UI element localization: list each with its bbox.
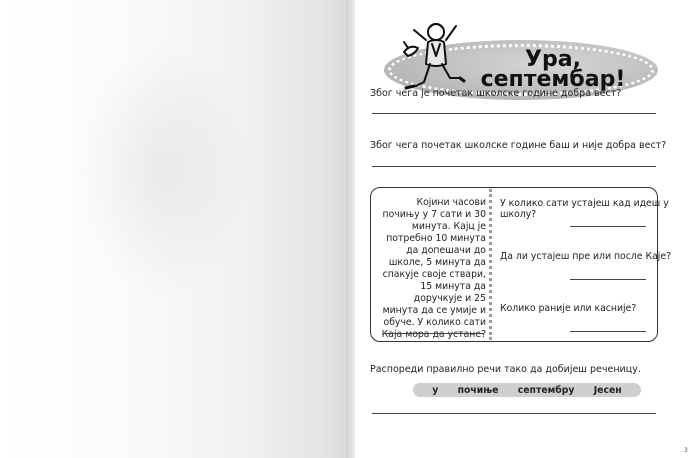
side-question-3: Колико раније или касније? [500,303,637,314]
page-title-line1: Ура, [525,47,581,72]
story-text: Којини часови почињу у 7 сати и 30 минута. Кајц је потребно 10 минута да допешачи до школе, 5 минута да спакује своје ствари, 15 минута да доручкује и 25 минута да се умије и обуче. У колико сати Каја мора да устане? [381,197,486,340]
question-1-answer-line[interactable] [372,113,656,114]
left-page-shadow [70,40,250,300]
question-2-answer-line[interactable] [372,166,656,167]
sentence-answer-line[interactable] [372,413,656,414]
sentence-task-prompt: Распореди правилно речи тако да добијеш реченицу. [370,364,641,375]
side-question-2-answer-line[interactable] [570,279,646,280]
word-chip[interactable]: у [432,384,439,396]
side-question-2: Да ли устајеш пре или после Каје? [500,251,672,262]
question-2-text: Због чега почетак школске године баш и није добра вест? [370,140,667,151]
side-question-3-answer-line[interactable] [570,331,646,332]
page-title [448,47,658,92]
page-number: 3 [684,447,688,454]
word-chip[interactable]: почиње [457,384,499,396]
side-question-1: У колико сати устајеш кад идеш у школу? [500,198,669,220]
story-answer-line[interactable] [386,333,484,334]
word-chip[interactable]: септембру [517,384,575,396]
word-strip [413,383,641,397]
question-1-text: Због чега је почетак школске године добра вест? [370,88,622,99]
word-chip[interactable]: Јесен [593,384,622,396]
page-title-line2: септембар! [480,67,626,92]
side-question-1-answer-line[interactable] [570,226,646,227]
story-box-divider [489,189,492,340]
